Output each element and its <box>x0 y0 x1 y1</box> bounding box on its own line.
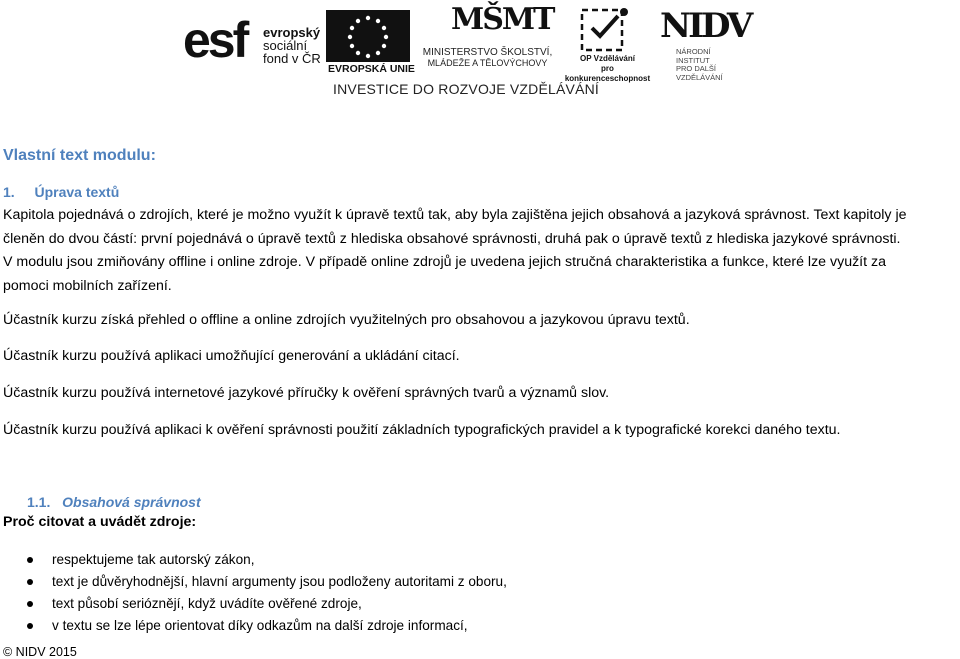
list-item: text je důvěryhodnější, hlavní argumenty jsou podloženy autoritami z oboru, <box>27 571 507 593</box>
nidv-line-1: NÁRODNÍ INSTITUT <box>676 47 711 65</box>
bullet-icon <box>27 579 33 585</box>
slogan: INVESTICE DO ROZVOJE VZDĚLÁVÁNÍ <box>333 81 600 97</box>
eu-flag-icon <box>326 10 410 62</box>
nidv-mark: NIDV <box>660 6 751 46</box>
esf-line-2: sociální <box>263 38 308 53</box>
outcome-1: Účastník kurzu získá přehled o offline a online zdrojích využitelných pro obsahovou a jazykovou úpravu textů. <box>3 312 690 328</box>
esf-line-3: fond v ČR <box>263 51 321 66</box>
eu-logo <box>325 10 415 75</box>
esf-mark: esf <box>183 12 247 68</box>
question-heading: Proč citovat a uvádět zdroje: <box>3 514 197 530</box>
outcome-3: Účastník kurzu používá internetové jazykové příručky k ověření správných tvarů a významů slov. <box>3 385 610 401</box>
chapter-heading <box>3 184 119 200</box>
msmt-line-2: MLÁDEŽE A TĚLOVÝCHOVY <box>427 58 548 68</box>
msmt-logo <box>415 2 560 74</box>
paragraph-line: Kapitola pojednává o zdrojích, které je možno využít k úpravě textů tak, aby byla zajištěna jejich obsahová a jazyková správnost. Text kapitoly je <box>3 207 907 223</box>
bullet-icon <box>27 601 33 607</box>
chapter-title: Úprava textů <box>34 184 120 200</box>
nidv-logo <box>660 6 751 82</box>
esf-line-1: evropský <box>263 25 321 40</box>
intro-paragraph <box>3 204 958 298</box>
reasons-list <box>27 549 507 637</box>
opvk-line-1: OP Vzdělávání <box>580 54 635 63</box>
footer-copyright: © NIDV 2015 <box>3 645 77 659</box>
paragraph-line: pomoci mobilních zařízení. <box>3 277 172 294</box>
opvk-emblem-icon <box>578 4 634 54</box>
bullet-icon <box>27 557 33 563</box>
nidv-line-3: VZDĚLÁVÁNÍ <box>676 72 723 82</box>
subsection-number: 1.1. <box>27 494 51 510</box>
list-item: text působí serióznějí, když uvádíte ověřené zdroje, <box>27 593 507 615</box>
opvk-line-2: pro konkurenceschopnost <box>564 64 651 83</box>
subsection-title: Obsahová správnost <box>62 494 201 510</box>
paragraph-line: V modulu jsou zmiňovány offline i online zdroje. V případě online zdrojů je uvedena jejich stručná charakteristika a funkce, které lze využít za <box>3 254 886 270</box>
logo-banner <box>0 0 960 105</box>
list-item: v textu se lze lépe orientovat díky odkazům na další zdroje informací, <box>27 615 507 637</box>
msmt-mark: MŠMT <box>451 2 554 37</box>
esf-logo <box>183 8 323 74</box>
paragraph-line: členěn do dvou částí: první pojednává o úpravě textů z hlediska obsahové správnosti, druhá pak o úpravě textů z hlediska jazykové správnosti. <box>3 230 901 247</box>
opvk-logo <box>560 4 655 83</box>
outcome-4: Účastník kurzu používá aplikaci k ověření správnosti použití základních typografických pravidel a k typografické korekci daného textu. <box>3 422 841 438</box>
eu-label: EVROPSKÁ UNIE <box>328 63 415 75</box>
section-title: Vlastní text modulu: <box>3 147 156 164</box>
nidv-line-2: PRO DALŠÍ <box>676 64 717 73</box>
chapter-number: 1. <box>3 184 15 200</box>
outcome-2: Účastník kurzu používá aplikaci umožňující generování a ukládání citací. <box>3 348 460 364</box>
bullet-icon <box>27 623 33 629</box>
subsection-heading <box>27 494 201 510</box>
list-item: respektujeme tak autorský zákon, <box>27 549 507 571</box>
msmt-line-1: MINISTERSTVO ŠKOLSTVÍ, <box>422 47 553 58</box>
